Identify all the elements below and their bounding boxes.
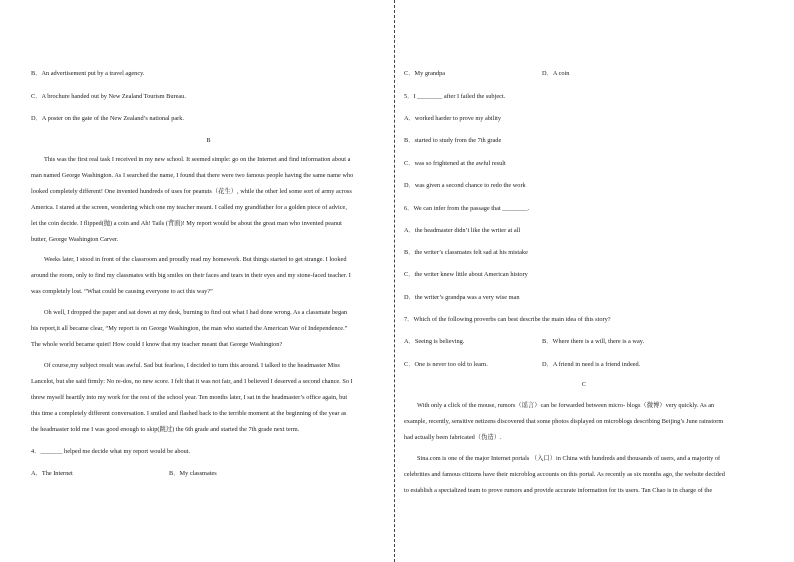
- passage-line: to establish a specialized team to prove rumors and provide accurate information for its users. Tan Chao is in charge of the: [404, 487, 713, 494]
- question-6-option-b: B．the writer’s classmates felt sad at his mistake: [404, 249, 528, 256]
- passage-line: Sina.com is one of the major Internet portals （入口）in China with hundreds and thousands of users, and a majority of: [417, 455, 721, 462]
- question-5-option-d: D．was given a second chance to redo the work: [404, 182, 526, 189]
- passage-line: America. I stared at the screen, wondering which one my teacher meant. I called my grandfather for a golden piece of advice,: [31, 204, 347, 211]
- question-4: 4．_______ helped me decide what my report would be about.: [31, 448, 191, 455]
- passage-line: Of course,my subject result was awful. Sad but fearless, I decided to turn this around. I talked to the headmaster Miss: [44, 362, 340, 369]
- passage-line: the headmaster told me I was good enough to skip(跳过) the 6th grade and started the 7th grade next term.: [31, 426, 300, 433]
- passage-line: around the room, only to find my classmates with big smiles on their faces and tears in their eyes and my stone-faced teacher. I: [31, 272, 351, 279]
- question-4-option-b: B．My classmates: [169, 470, 217, 477]
- passage-line: let the coin decide. I flipped(抛) a coin and Ah! Tails (背面)! My report would be about the great man who invented peanut: [31, 220, 342, 227]
- passage-line: Lancelot, but she said firmly: No re-dos, no new score. I felt that it was not fair, and I believed I deserved a second chance. So I: [31, 378, 353, 385]
- passage-line: example, recently, sensitive netizens discovered that some photos displayed on microblogs describing Beijing’s June rainstorm: [404, 418, 724, 425]
- passage-line: looked completely different! One invented hundreds of uses for peanuts（花生）, while the other led some sort of army across: [31, 188, 352, 195]
- question-7: 7．Which of the following proverbs can best describe the main idea of this story?: [404, 316, 611, 323]
- option-b-text: B．An advertisement put by a travel agency.: [31, 70, 145, 77]
- question-7-option-a: A．Seeing is believing.: [404, 338, 465, 345]
- section-b-heading: B: [206, 137, 211, 144]
- question-5-option-a: A．worked harder to prove my ability: [404, 115, 502, 122]
- question-4-option-c: C．My grandpa: [404, 70, 446, 77]
- passage-line: butter, George Washington Carver.: [31, 236, 119, 243]
- question-6: 6．We can infer from the passage that ________.: [404, 205, 530, 212]
- passage-line: celebrities and famous citizens have their microblog accounts on this portal. As recently as six months ago, the website decided: [404, 471, 725, 478]
- passage-line: This was the first real task I received in my new school. It seemed simple: go on the Internet and find information about a: [44, 156, 351, 163]
- passage-line: had actually been fabricated（伪造）.: [404, 434, 502, 441]
- passage-line: his report,it all became clear, “My report is on George Washington, the man who started the American War of Independence.”: [31, 325, 348, 332]
- question-5: 5．I ________ after I failed the subject.: [404, 93, 506, 100]
- question-5-option-b: B．started to study from the 7th grade: [404, 137, 502, 144]
- option-c-text: C．A brochure handed out by New Zealand Tourism Bureau.: [31, 93, 186, 100]
- passage-line: The whole world became quiet! How could I know that my teacher meant that George Washington?: [31, 341, 283, 348]
- option-d-text: D．A poster on the gate of the New Zealand’s national park.: [31, 115, 185, 122]
- passage-line: man named George Washington. As I searched the name, I found that there were two famous people having the same name who: [31, 172, 354, 179]
- passage-line: threw myself heartily into my work for the rest of the school year. Ten months later, I sat in the headmaster’s office again, but: [31, 394, 348, 401]
- question-6-option-a: A．the headmaster didn’t like the writer at all: [404, 227, 521, 234]
- question-7-option-d: D．A friend in need is a friend indeed.: [542, 361, 641, 368]
- column-divider: [394, 0, 395, 562]
- question-4-option-a: A．The Internet: [31, 470, 73, 477]
- question-7-option-b: B．Where there is a will, there is a way.: [542, 338, 645, 345]
- passage-line: With only a click of the mouse, rumors（谣言）can be forwarded between micro- blogs（微博）very quickly. As an: [417, 402, 715, 409]
- passage-line: was completely lost. “What could be causing everyone to act this way?”: [31, 288, 213, 295]
- question-5-option-c: C．was so frightened at the awful result: [404, 160, 506, 167]
- section-c-heading: C: [581, 381, 587, 388]
- passage-line: Oh well, I dropped the paper and sat down at my desk, burning to find out what I had done wrong. As a classmate began: [44, 309, 348, 316]
- question-6-option-d: D．the writer’s grandpa was a very wise man: [404, 294, 520, 301]
- question-4-option-d: D．A coin: [542, 70, 570, 77]
- passage-line: Weeks later, I stood in front of the classroom and proudly read my homework. But things started to get strange. I looked: [44, 256, 347, 263]
- question-7-option-c: C．One is never too old to learn.: [404, 361, 488, 368]
- passage-line: this time a completely different conversation. I smiled and flashed back to the terrible moment at the beginning of the year as: [31, 410, 347, 417]
- question-6-option-c: C．the writer knew little about American history: [404, 271, 528, 278]
